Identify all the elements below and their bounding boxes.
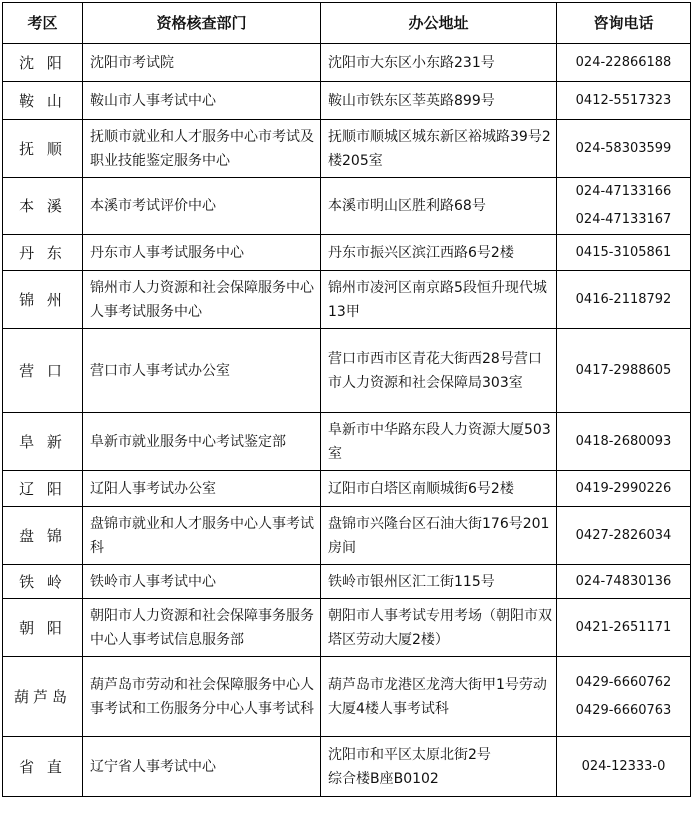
exam-area-cell: 阜 新 [3,413,83,471]
phone-number: 0416-2118792 [575,291,672,307]
phone-number: 0419-2990226 [575,480,672,496]
address-cell [321,507,557,565]
header-review-department: 资格核查部门 [83,3,321,44]
phone-number: 0415-3105861 [575,244,672,260]
exam-area-cell: 营 口 [3,329,83,413]
phone-cell [557,271,691,329]
table-row [3,507,691,565]
address-cell [321,235,557,271]
phone-number: 0417-2988605 [575,362,672,378]
phone-cell [557,235,691,271]
address-cell [321,413,557,471]
address-line: 沈阳市大东区小东路231号 [328,54,495,71]
phone-number: 0429-6660763 [575,702,672,718]
phone-number: 0427-2826034 [575,527,672,543]
table-row [3,120,691,178]
address-line: 辽阳市白塔区南顺城街6号2楼 [328,480,514,497]
phone-cell [557,413,691,471]
department-cell: 营口市人事考试办公室 [83,329,321,413]
address-cell [321,737,557,797]
phone-number: 0418-2680093 [575,433,672,449]
table-row [3,235,691,271]
address-line: 本溪市明山区胜利路68号 [328,198,486,214]
address-cell [321,329,557,413]
address-line: 营口市西市区青花大街西28号营口市人力资源和社会保障局303室 [328,350,542,391]
department-cell: 盘锦市就业和人才服务中心人事考试科 [83,507,321,565]
address-line: 锦州市凌河区南京路5段恒升现代城13甲 [328,279,547,320]
department-cell: 葫芦岛市劳动和社会保障服务中心人事考试和工伤服务分中心人事考试科 [83,657,321,737]
department-cell: 辽阳人事考试办公室 [83,471,321,507]
exam-area-cell: 锦 州 [3,271,83,329]
table-row [3,599,691,657]
exam-area-cell: 省 直 [3,737,83,797]
address-line: 葫芦岛市龙港区龙湾大街甲1号劳动大厦4楼人事考试科 [328,676,547,717]
address-cell [321,178,557,235]
department-cell: 鞍山市人事考试中心 [83,82,321,120]
phone-number: 024-22866188 [575,54,672,70]
address-line: 阜新市中华路东段人力资源大厦503室 [328,421,551,462]
table-row [3,82,691,120]
header-exam-area: 考区 [3,3,83,44]
exam-contact-table [2,2,691,797]
table-row [3,178,691,235]
address-line: 朝阳市人事考试专用考场（朝阳市双塔区劳动大厦2楼） [328,607,552,648]
phone-cell [557,82,691,120]
address-line: 铁岭市银州区汇工街115号 [328,573,495,590]
exam-area-cell: 沈 阳 [3,44,83,82]
header-office-address: 办公地址 [321,3,557,44]
department-cell: 锦州市人力资源和社会保障服务中心人事考试服务中心 [83,271,321,329]
address-line: 沈阳市和平区太原北街2号 [328,746,491,763]
phone-cell [557,329,691,413]
address-line: 抚顺市顺城区城东新区裕城路39号2楼205室 [328,128,551,169]
phone-number: 0421-2651171 [575,619,672,635]
exam-area-cell: 抚 顺 [3,120,83,178]
address-cell [321,44,557,82]
phone-cell [557,178,691,235]
department-cell: 丹东市人事考试服务中心 [83,235,321,271]
phone-number: 0412-5517323 [575,92,672,108]
address-line: 丹东市振兴区滨江西路6号2楼 [328,244,514,261]
address-cell [321,271,557,329]
exam-area-cell: 本 溪 [3,178,83,235]
department-cell: 本溪市考试评价中心 [83,178,321,235]
phone-cell [557,44,691,82]
table-row [3,737,691,797]
table-header-row [3,3,691,44]
address-line: 综合楼B座B0102 [328,770,439,787]
exam-area-cell: 丹 东 [3,235,83,271]
table-row [3,413,691,471]
exam-area-cell: 朝 阳 [3,599,83,657]
address-line: 盘锦市兴隆台区石油大街176号201房间 [328,515,550,556]
address-cell [321,599,557,657]
phone-cell [557,599,691,657]
phone-number: 024-74830136 [575,573,672,589]
phone-number: 0429-6660762 [575,674,672,690]
phone-cell [557,120,691,178]
phone-cell [557,737,691,797]
address-cell [321,120,557,178]
phone-cell [557,565,691,599]
phone-cell [557,507,691,565]
table-row [3,44,691,82]
exam-area-cell: 铁 岭 [3,565,83,599]
address-cell [321,471,557,507]
phone-number: 024-47133166 [575,184,672,199]
table-row [3,565,691,599]
department-cell: 沈阳市考试院 [83,44,321,82]
phone-number: 024-47133167 [575,212,672,227]
address-line: 鞍山市铁东区莘英路899号 [328,92,495,109]
department-cell: 辽宁省人事考试中心 [83,737,321,797]
table-body [3,44,691,797]
phone-cell [557,471,691,507]
exam-area-cell: 辽 阳 [3,471,83,507]
department-cell: 铁岭市人事考试中心 [83,565,321,599]
header-phone: 咨询电话 [557,3,691,44]
table-row [3,657,691,737]
table-row [3,471,691,507]
department-cell: 阜新市就业服务中心考试鉴定部 [83,413,321,471]
department-cell: 朝阳市人力资源和社会保障事务服务中心人事考试信息服务部 [83,599,321,657]
phone-number: 024-58303599 [575,140,672,156]
table-row [3,329,691,413]
address-cell [321,82,557,120]
table-row [3,271,691,329]
department-cell: 抚顺市就业和人才服务中心市考试及职业技能鉴定服务中心 [83,120,321,178]
address-cell [321,657,557,737]
exam-area-cell: 鞍 山 [3,82,83,120]
exam-area-cell: 葫芦岛 [3,657,83,737]
address-cell [321,565,557,599]
exam-area-cell: 盘 锦 [3,507,83,565]
phone-number: 024-12333-0 [581,758,666,774]
phone-cell [557,657,691,737]
